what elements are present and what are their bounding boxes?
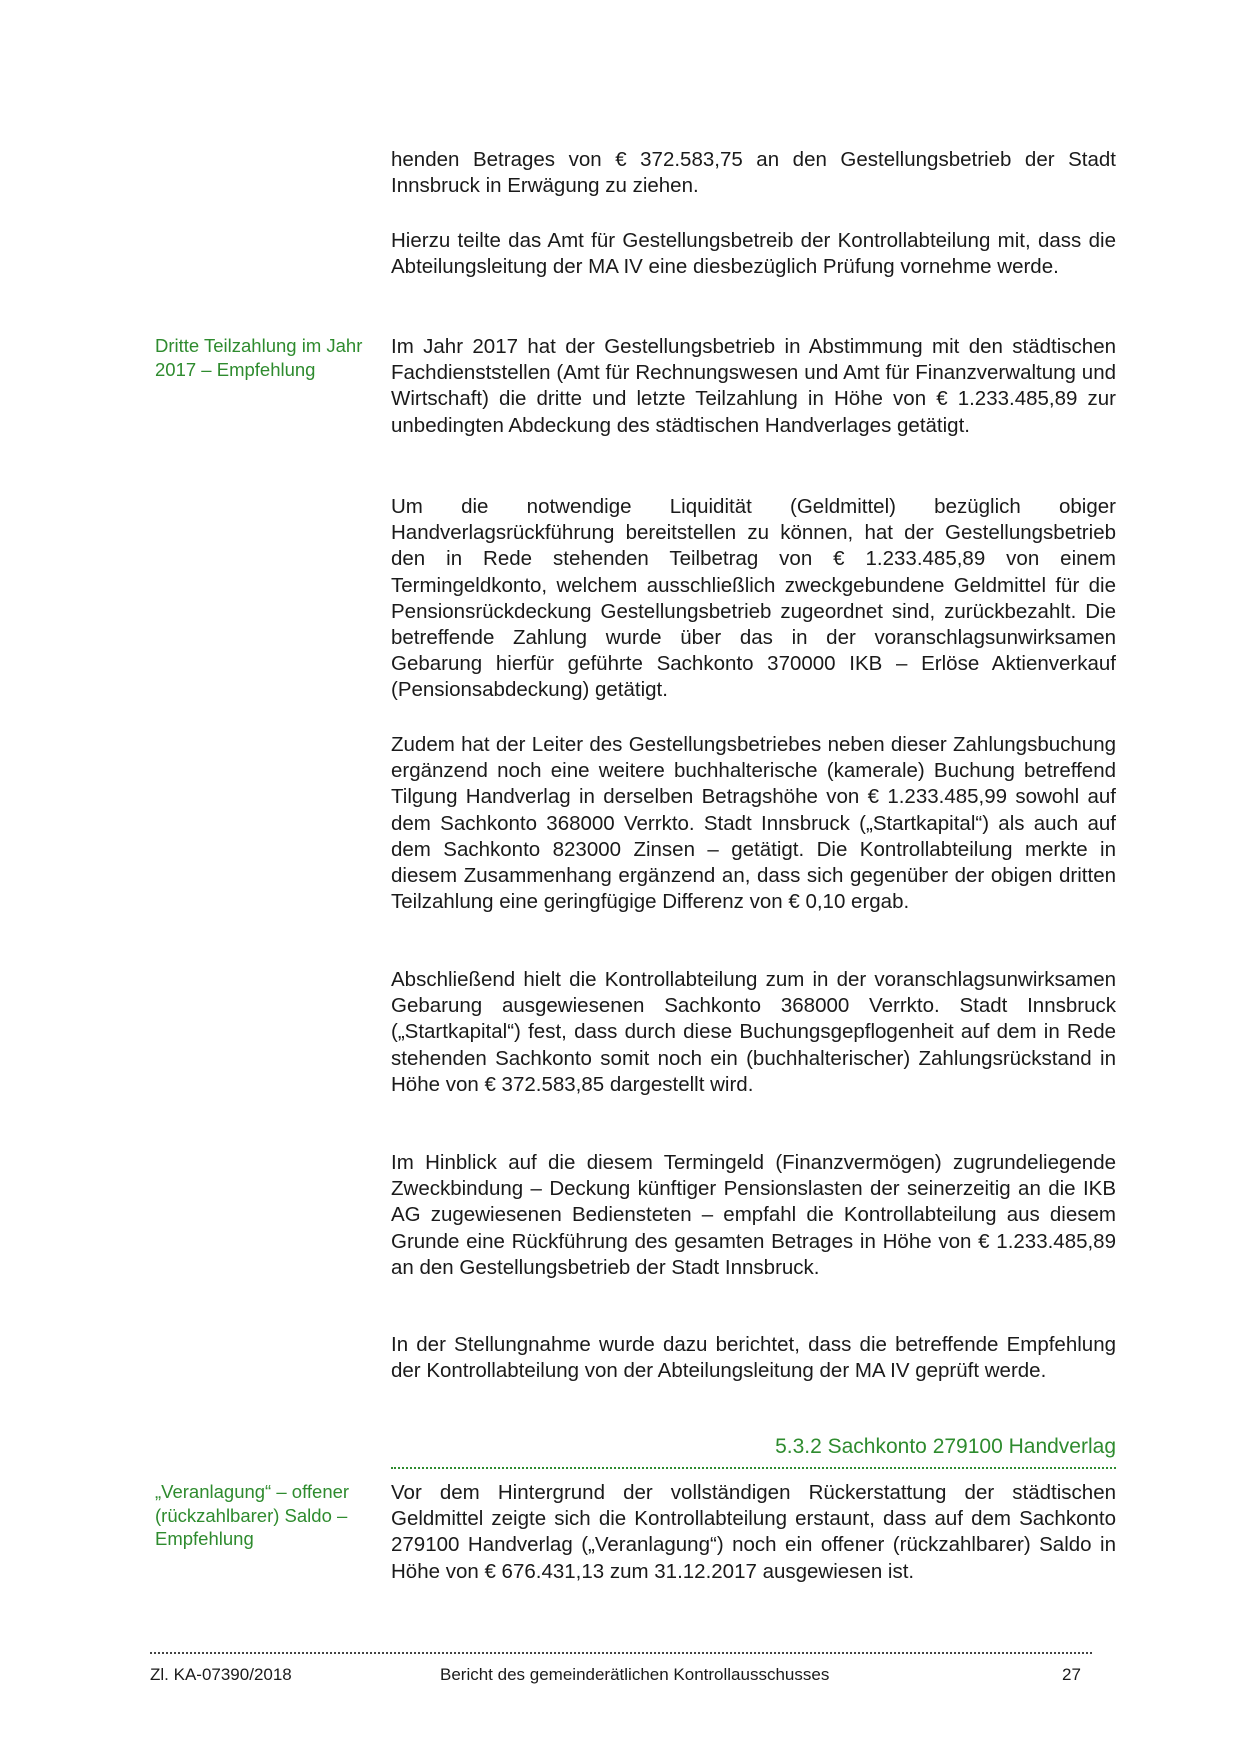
paragraph-zudem	[391, 732, 1116, 915]
paragraph-stellungnahme	[391, 1332, 1116, 1384]
section-heading: 5.3.2 Sachkonto 279100 Handverlag	[775, 1435, 1116, 1458]
side-note-veranlagung: „Veranlagung“ – offener (rückzahlbarer) Saldo – Empfehlung	[155, 1481, 350, 1549]
body-paragraph: Vor dem Hintergrund der vollständigen Rückerstattung der städtischen Geldmittel zeigte sich die Kontrollabteilung erstaunt, dass auf dem Sachkonto 279100 Handverlag („Veranlagung“) noch ein offener (rückzahlbarer) Saldo in Höhe von € 676.431,13 zum 31.12.2017 ausgewiesen ist.	[391, 1481, 1116, 1583]
paragraph-continuation	[391, 147, 1116, 199]
side-note-dritte-teilzahlung: Dritte Teilzahlung im Jahr 2017 – Empfehlung	[155, 335, 363, 380]
paragraph-abschliessend	[391, 967, 1116, 1098]
body-paragraph: Abschließend hielt die Kontrollabteilung zum in der voranschlagsunwirksamen Gebarung ausgewiesenen Sachkonto 368000 Verrkto. Stadt Innsbruck („Startkapital“) fest, dass durch diese Buchungsgepflogenheit auf dem in Rede stehenden Sachkonto somit noch ein (buchhalterischer) Zahlungsrückstand in Höhe von € 372.583,85 dargestellt wird.	[391, 968, 1116, 1096]
paragraph-vor-dem-hintergrund	[391, 1480, 1116, 1585]
paragraph-im-jahr-2017	[391, 334, 1116, 439]
footer-page-number: 27	[1062, 1665, 1081, 1684]
body-paragraph: In der Stellungnahme wurde dazu berichtet, dass die betreffende Empfehlung der Kontrollabteilung von der Abteilungsleitung der MA IV geprüft werde.	[391, 1333, 1116, 1383]
footer-rule	[150, 1652, 1092, 1654]
section-heading-rule	[391, 1467, 1116, 1469]
body-paragraph: Zudem hat der Leiter des Gestellungsbetriebes neben dieser Zahlungsbuchung ergänzend noch eine weitere buchhalterische (kamerale) Buchung betreffend Tilgung Handverlag in derselben Betragshöhe von € 1.233.485,99 sowohl auf dem Sachkonto 368000 Verrkto. Stadt Innsbruck („Startkapital“) als auch auf dem Sachkonto 823000 Zinsen – getätigt. Die Kontrollabteilung merkte in diesem Zusammenhang ergänzend an, dass sich gegenüber der obigen dritten Teilzahlung eine geringfügige Differenz von € 0,10 ergab.	[391, 733, 1116, 914]
paragraph-liquiditaet	[391, 494, 1116, 704]
footer-title: Bericht des gemeinderätlichen Kontrollausschusses	[440, 1665, 830, 1684]
paragraph-im-hinblick	[391, 1150, 1116, 1281]
body-paragraph: Im Jahr 2017 hat der Gestellungsbetrieb in Abstimmung mit den städtischen Fachdienststellen (Amt für Rechnungswesen und Amt für Finanzverwaltung und Wirtschaft) die dritte und letzte Teilzahlung in Höhe von € 1.233.485,89 zur unbedingten Abdeckung des städtischen Handverlages getätigt.	[391, 335, 1116, 437]
body-paragraph: Im Hinblick auf die diesem Termingeld (Finanzvermögen) zugrundeliegende Zweckbindung – Deckung künftiger Pensionslasten der seinerzeitig an die IKB AG zugewiesenen Bediensteten – empfahl die Kontrollabteilung aus diesem Grunde eine Rückführung des gesamten Betrages in Höhe von € 1.233.485,89 an den Gestellungsbetrieb der Stadt Innsbruck.	[391, 1151, 1116, 1279]
footer-doc-id: Zl. KA-07390/2018	[150, 1665, 292, 1684]
body-paragraph: henden Betrages von € 372.583,75 an den Gestellungsbetrieb der Stadt Innsbruck in Erwägung zu ziehen.	[391, 148, 1116, 198]
body-paragraph: Um die notwendige Liquidität (Geldmittel) bezüglich obiger Handverlagsrückführung bereitstellen zu können, hat der Gestellungsbetrieb den in Rede stehenden Teilbetrag von € 1.233.485,89 von einem Termingeldkonto, welchem ausschließlich zweckgebundene Geldmittel für die Pensionsrückdeckung Gestellungsbetrieb zugeordnet sind, zurückbezahlt. Die betreffende Zahlung wurde über das in der voranschlagsunwirksamen Gebarung hierfür geführte Sachkonto 370000 IKB – Erlöse Aktienverkauf (Pensionsabdeckung) getätigt.	[391, 495, 1116, 702]
paragraph-hierzu	[391, 228, 1116, 280]
body-paragraph: Hierzu teilte das Amt für Gestellungsbetreib der Kontrollabteilung mit, dass die Abteilungsleitung der MA IV eine diesbezüglich Prüfung vornehme werde.	[391, 229, 1116, 279]
